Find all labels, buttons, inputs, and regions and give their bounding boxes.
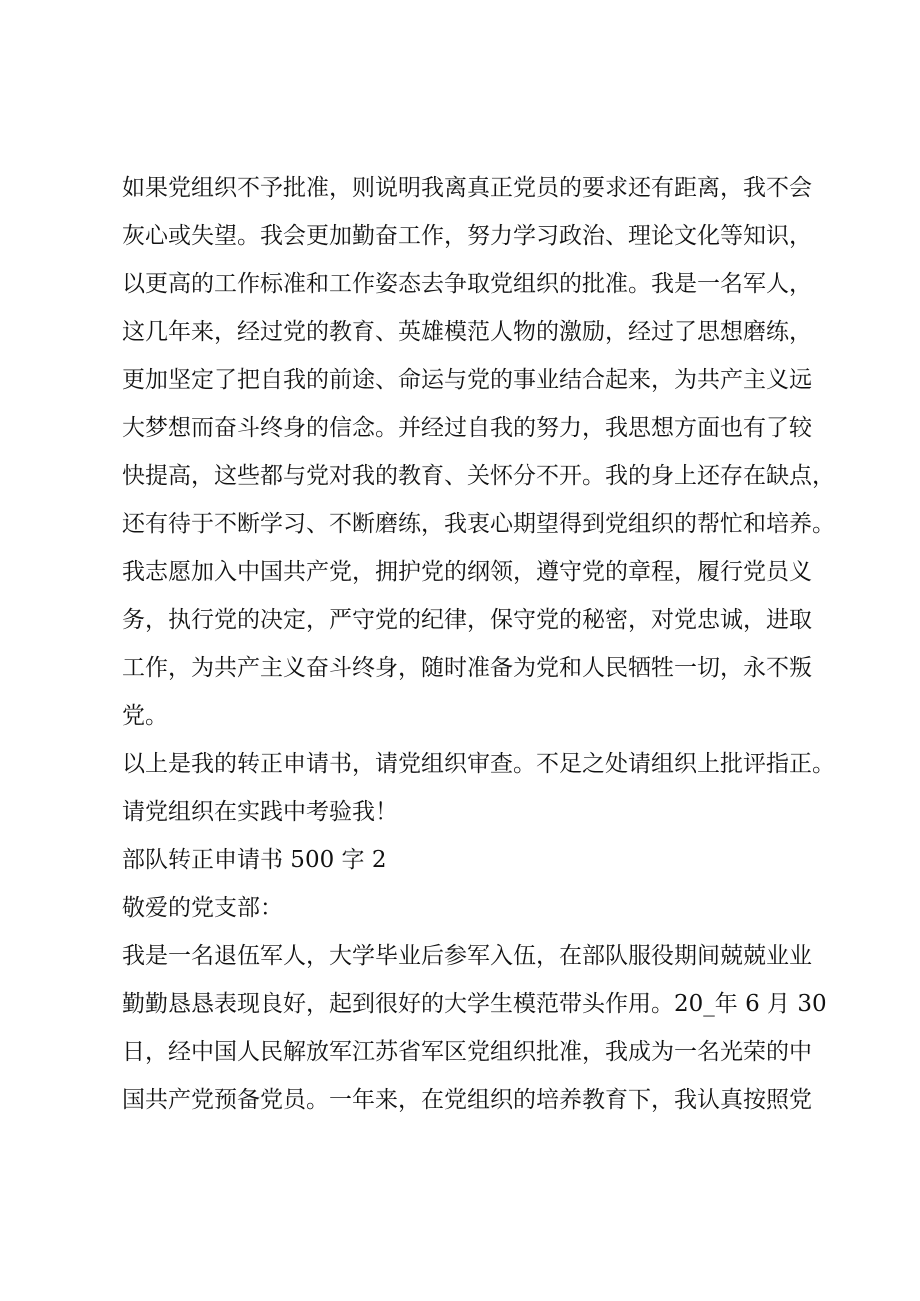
- text-line: 快提高，这些都与党对我的教育、关怀分不开。我的身上还存在缺点，: [122, 463, 835, 489]
- salutation: 敬爱的党支部：: [122, 895, 283, 921]
- document-body: [122, 164, 842, 1124]
- text-line: 我志愿加入中国共产党，拥护党的纲领，遵守党的章程，履行党员义: [122, 559, 812, 585]
- text-line: 日，经中国人民解放军江苏省军区党组织批准，我成为一名光荣的中: [122, 1039, 812, 1065]
- text-line: 更加坚定了把自我的前途、命运与党的事业结合起来，为共产主义远: [122, 367, 812, 393]
- text-line: 这几年来，经过党的教育、英雄模范人物的激励，经过了思想磨练，: [122, 319, 812, 345]
- text-line: 大梦想而奋斗终身的信念。并经过自我的努力，我思想方面也有了较: [122, 415, 812, 441]
- text-line: 工作，为共产主义奋斗终身，随时准备为党和人民牺牲一切，永不叛: [122, 655, 812, 681]
- text-line: 国共产党预备党员。一年来，在党组织的培养教育下，我认真按照党: [122, 1087, 812, 1113]
- text-line: 以更高的工作标准和工作姿态去争取党组织的批准。我是一名军人，: [122, 271, 812, 297]
- text-line: 务，执行党的决定，严守党的纪律，保守党的秘密，对党忠诚，进取: [122, 607, 812, 633]
- text-line: 党。: [122, 703, 168, 729]
- text-line: 请党组织在实践中考验我！: [122, 799, 398, 825]
- text-line: 勤勤恳恳表现良好，起到很好的大学生模范带头作用。20_年 6 月 30: [122, 991, 827, 1017]
- text-line: 灰心或失望。我会更加勤奋工作，努力学习政治、理论文化等知识，: [122, 223, 812, 249]
- text-line: 我是一名退伍军人，大学毕业后参军入伍，在部队服役期间兢兢业业: [122, 943, 812, 969]
- text-line: 以上是我的转正申请书，请党组织审查。不足之处请组织上批评指正。: [122, 751, 835, 777]
- text-line: 如果党组织不予批准，则说明我离真正党员的要求还有距离，我不会: [122, 175, 812, 201]
- text-line: 还有待于不断学习、不断磨练，我衷心期望得到党组织的帮忙和培养。: [122, 511, 835, 537]
- section-heading: 部队转正申请书 500 字 2: [122, 847, 387, 873]
